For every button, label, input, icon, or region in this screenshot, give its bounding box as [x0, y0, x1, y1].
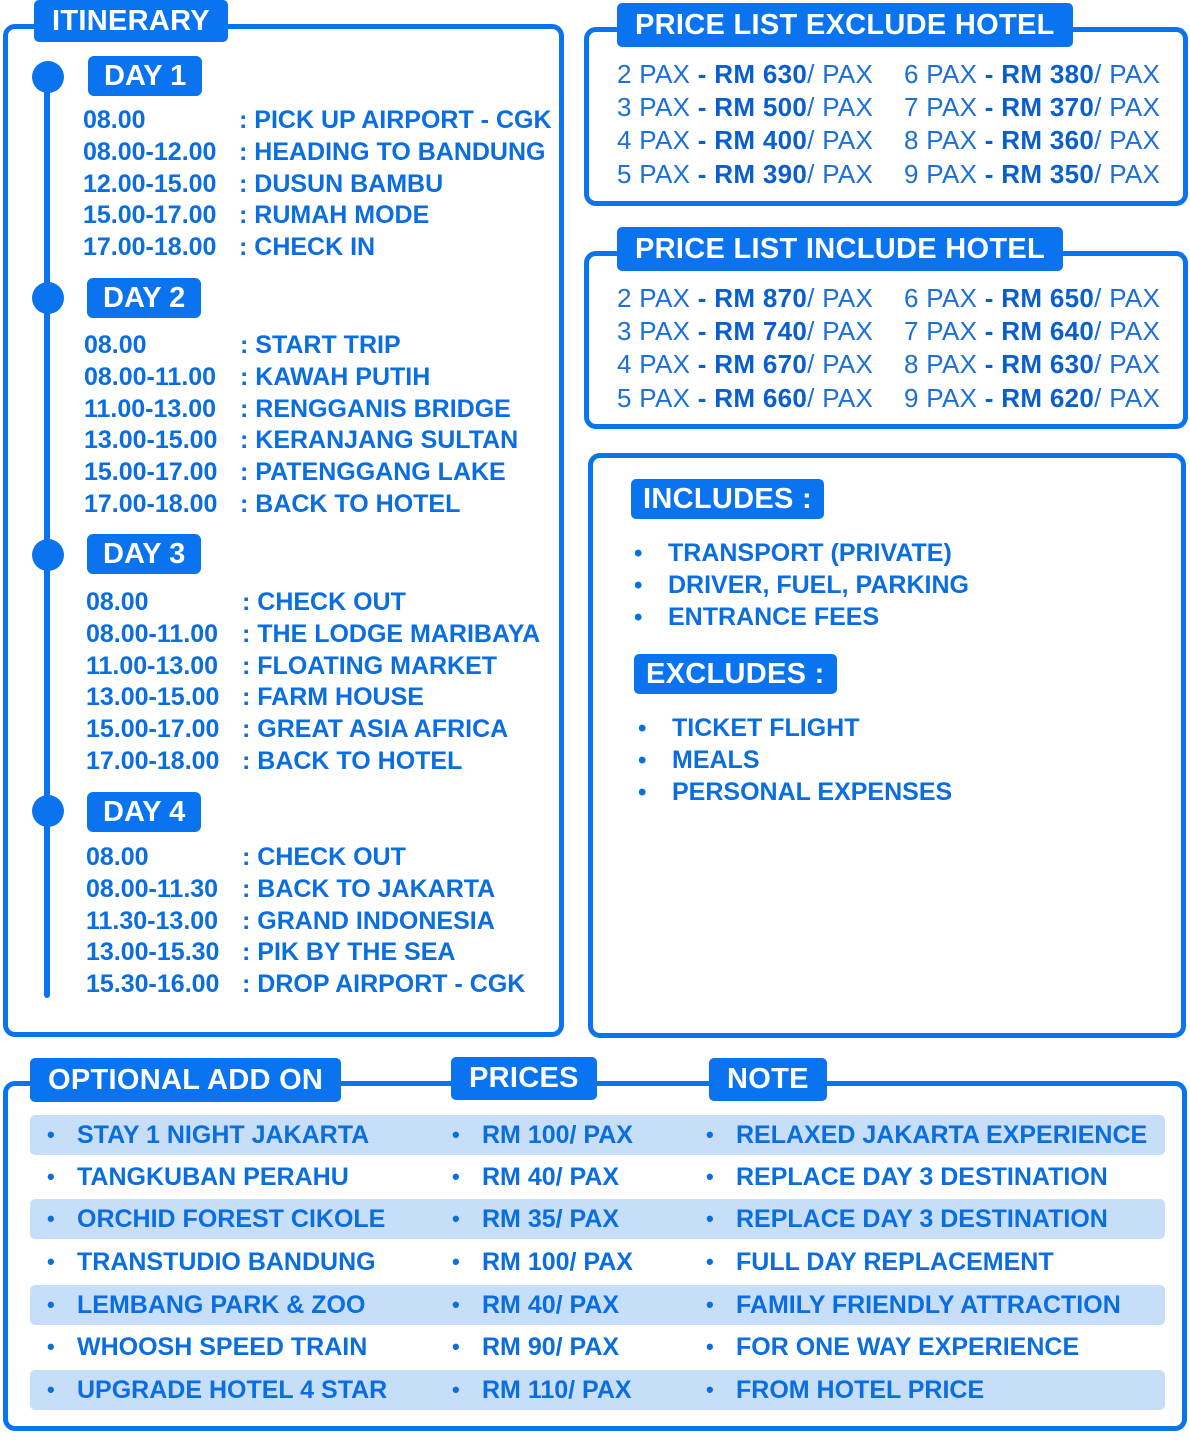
- price-row: 7 PAX - RM 640/ PAX: [904, 316, 1161, 347]
- schedule-row: 12.00-15.00 : DUSUN BAMBU: [83, 169, 444, 198]
- addon-price: • RM 100/ PAX: [482, 1242, 633, 1282]
- addons-note-title: NOTE: [709, 1058, 827, 1101]
- day-4-label: DAY 4: [87, 792, 201, 832]
- schedule-row: 13.00-15.00 : FARM HOUSE: [86, 683, 424, 712]
- schedule-row: 17.00-18.00 : BACK TO HOTEL: [84, 489, 461, 518]
- schedule-row: 08.00-12.00 : HEADING TO BANDUNG: [83, 137, 546, 166]
- addon-price: • RM 100/ PAX: [482, 1115, 633, 1155]
- addon-name: • ORCHID FOREST CIKOLE: [77, 1199, 385, 1239]
- day-2-label: DAY 2: [87, 278, 201, 318]
- price-row: 5 PAX - RM 660/ PAX: [617, 382, 874, 413]
- schedule-row: 17.00-18.00 : BACK TO HOTEL: [86, 746, 463, 775]
- addon-row: [0, 1115, 1190, 1155]
- addon-note: • RELAXED JAKARTA EXPERIENCE: [736, 1115, 1147, 1155]
- timeline-dot-day-1: [32, 61, 64, 93]
- addon-note: • FROM HOTEL PRICE: [736, 1370, 984, 1410]
- price-row: 7 PAX - RM 370/ PAX: [904, 92, 1161, 123]
- list-item: • ENTRANCE FEES: [634, 601, 969, 633]
- addon-name: • LEMBANG PARK & ZOO: [77, 1285, 365, 1325]
- list-item: • DRIVER, FUEL, PARKING: [634, 569, 969, 601]
- schedule-row: 13.00-15.30 : PIK BY THE SEA: [86, 938, 456, 967]
- price-exclude-title: PRICE LIST EXCLUDE HOTEL: [617, 3, 1073, 47]
- addon-name: • WHOOSH SPEED TRAIN: [77, 1327, 367, 1367]
- addon-price: • RM 110/ PAX: [482, 1370, 632, 1410]
- addon-note: • FULL DAY REPLACEMENT: [736, 1242, 1054, 1282]
- includes-title: INCLUDES :: [631, 479, 824, 519]
- price-row: 5 PAX - RM 390/ PAX: [617, 158, 874, 189]
- schedule-row: 08.00 : PICK UP AIRPORT - CGK: [83, 106, 552, 134]
- includes-list: [634, 537, 969, 633]
- price-exclude-list-left: [617, 58, 873, 191]
- price-row: 2 PAX - RM 870/ PAX: [617, 283, 874, 313]
- price-row: 4 PAX - RM 670/ PAX: [617, 349, 874, 380]
- timeline-dot-day-4: [32, 795, 64, 827]
- addon-row: [0, 1242, 1190, 1282]
- addon-price: • RM 90/ PAX: [482, 1327, 619, 1367]
- addon-name: • UPGRADE HOTEL 4 STAR: [77, 1370, 387, 1410]
- schedule-row: 08.00 : START TRIP: [84, 331, 401, 359]
- day-4-schedule: [86, 842, 525, 1001]
- list-item: • MEALS: [638, 744, 952, 776]
- schedule-row: 15.00-17.00 : GREAT ASIA AFRICA: [86, 715, 509, 744]
- timeline-dot-day-2: [32, 282, 64, 314]
- schedule-row: 15.00-17.00 : PATENGGANG LAKE: [84, 458, 506, 487]
- list-item: • PERSONAL EXPENSES: [638, 776, 952, 808]
- price-row: 8 PAX - RM 360/ PAX: [904, 125, 1161, 156]
- schedule-row: 08.00 : CHECK OUT: [86, 588, 406, 616]
- price-row: 2 PAX - RM 630/ PAX: [617, 59, 874, 89]
- list-item: • TICKET FLIGHT: [638, 712, 952, 744]
- addon-row: [0, 1327, 1190, 1367]
- excludes-list: [638, 712, 952, 808]
- day-3-label: DAY 3: [87, 534, 201, 574]
- schedule-row: 08.00 : CHECK OUT: [86, 843, 406, 871]
- price-row: 3 PAX - RM 740/ PAX: [617, 316, 874, 347]
- addon-row: [0, 1285, 1190, 1325]
- addon-row: [0, 1370, 1190, 1410]
- addon-price: • RM 40/ PAX: [482, 1285, 619, 1325]
- schedule-row: 08.00-11.30 : BACK TO JAKARTA: [86, 874, 496, 903]
- price-row: 9 PAX - RM 350/ PAX: [904, 158, 1161, 189]
- price-row: 8 PAX - RM 630/ PAX: [904, 349, 1161, 380]
- schedule-row: 15.00-17.00 : RUMAH MODE: [83, 201, 430, 230]
- addon-price: • RM 35/ PAX: [482, 1199, 619, 1239]
- addons-prices-title: PRICES: [451, 1057, 597, 1100]
- schedule-row: 11.00-13.00 : FLOATING MARKET: [86, 651, 498, 680]
- price-row: 3 PAX - RM 500/ PAX: [617, 92, 874, 123]
- price-exclude-list-right: [904, 58, 1160, 191]
- addon-price: • RM 40/ PAX: [482, 1157, 619, 1197]
- price-row: 9 PAX - RM 620/ PAX: [904, 382, 1161, 413]
- price-row: 6 PAX - RM 380/ PAX: [904, 59, 1161, 89]
- addons-title: OPTIONAL ADD ON: [30, 1058, 341, 1102]
- price-include-title: PRICE LIST INCLUDE HOTEL: [617, 227, 1063, 271]
- addon-name: • TANGKUBAN PERAHU: [77, 1157, 349, 1197]
- day-1-schedule: [83, 105, 552, 264]
- day-1-label: DAY 1: [88, 56, 202, 96]
- addon-note: • REPLACE DAY 3 DESTINATION: [736, 1157, 1108, 1197]
- schedule-row: 13.00-15.00 : KERANJANG SULTAN: [84, 426, 519, 455]
- addon-name: • TRANSTUDIO BANDUNG: [77, 1242, 376, 1282]
- addon-row: [0, 1199, 1190, 1239]
- list-item: • TRANSPORT (PRIVATE): [634, 537, 969, 569]
- itinerary-title: ITINERARY: [34, 0, 228, 42]
- schedule-row: 08.00-11.00 : THE LODGE MARIBAYA: [86, 619, 541, 648]
- timeline-line: [44, 76, 50, 998]
- price-include-list-left: [617, 282, 873, 415]
- addon-note: • FAMILY FRIENDLY ATTRACTION: [736, 1285, 1121, 1325]
- schedule-row: 11.30-13.00 : GRAND INDONESIA: [86, 906, 495, 935]
- addon-name: • STAY 1 NIGHT JAKARTA: [77, 1115, 369, 1155]
- schedule-row: 15.30-16.00 : DROP AIRPORT - CGK: [86, 970, 526, 999]
- excludes-title: EXCLUDES :: [634, 654, 837, 694]
- day-3-schedule: [86, 587, 540, 778]
- price-include-list-right: [904, 282, 1160, 415]
- price-row: 6 PAX - RM 650/ PAX: [904, 283, 1161, 313]
- schedule-row: 08.00-11.00 : KAWAH PUTIH: [84, 362, 431, 391]
- schedule-row: 17.00-18.00 : CHECK IN: [83, 233, 376, 262]
- day-2-schedule: [84, 330, 518, 521]
- price-row: 4 PAX - RM 400/ PAX: [617, 125, 874, 156]
- addon-row: [0, 1157, 1190, 1197]
- addon-note: • FOR ONE WAY EXPERIENCE: [736, 1327, 1079, 1367]
- addon-note: • REPLACE DAY 3 DESTINATION: [736, 1199, 1108, 1239]
- timeline-dot-day-3: [32, 539, 64, 571]
- schedule-row: 11.00-13.00 : RENGGANIS BRIDGE: [84, 394, 511, 423]
